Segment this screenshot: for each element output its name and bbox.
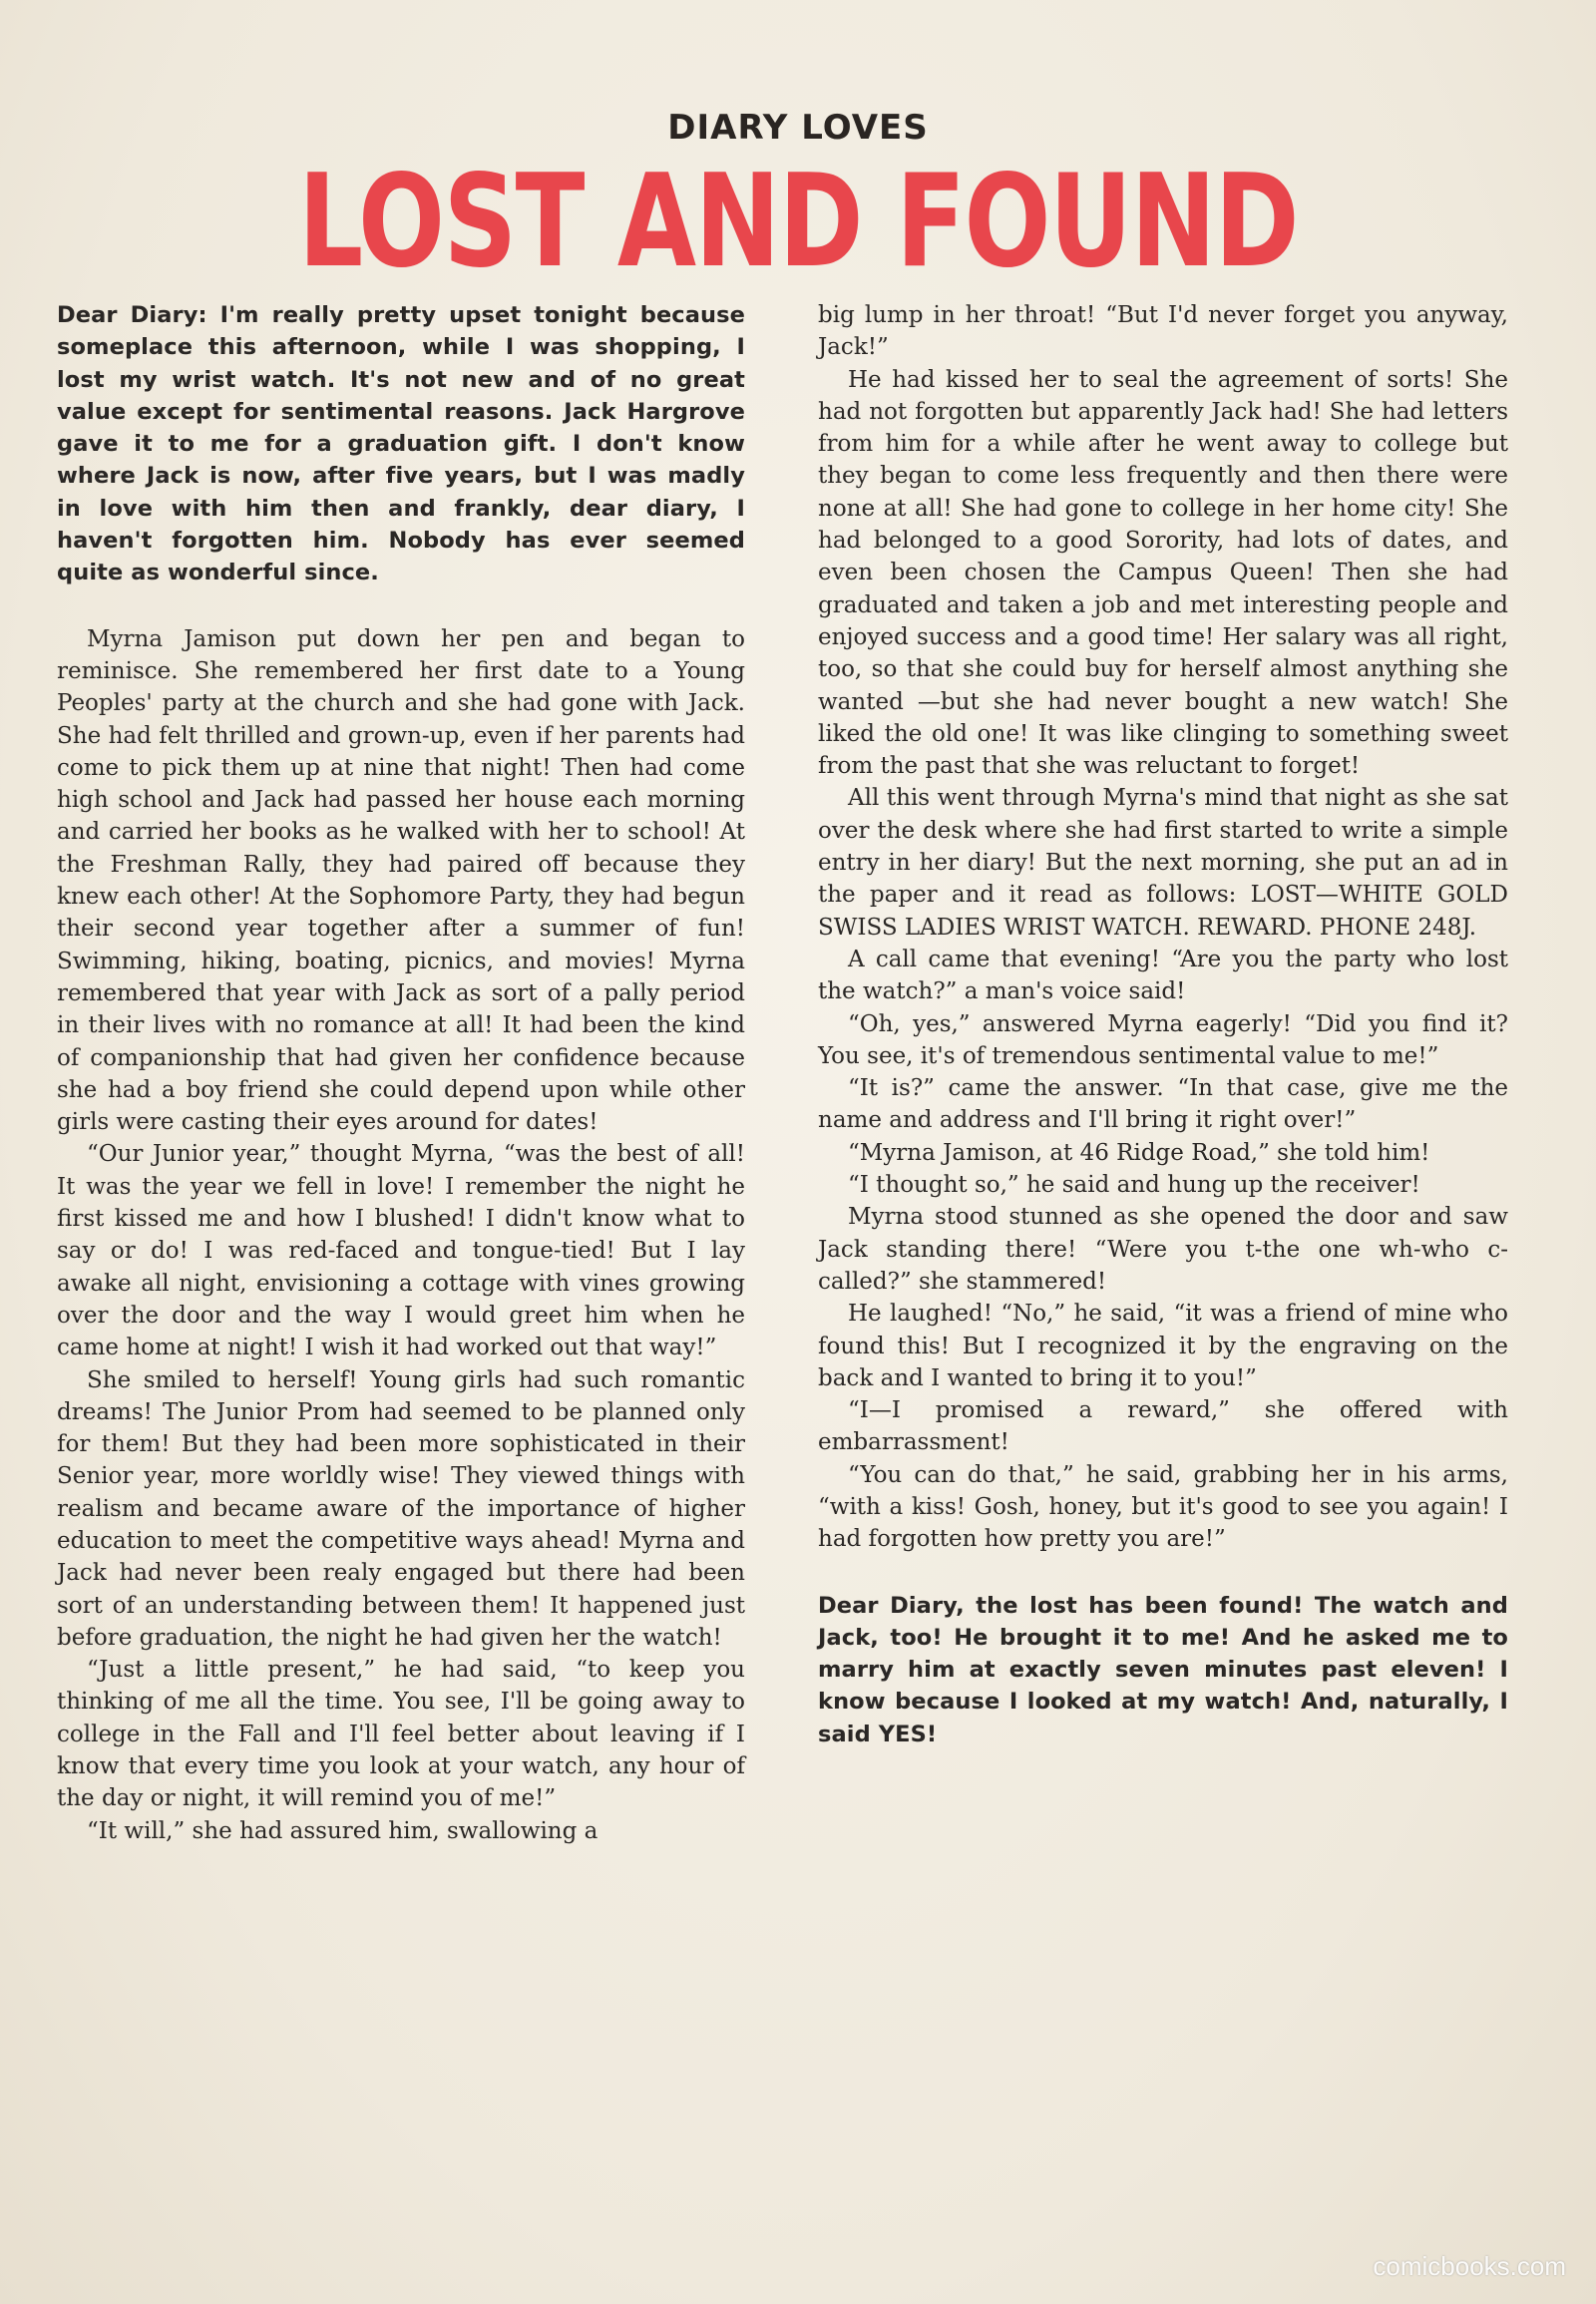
story-paragraph: “Just a little present,” he had said, “to keep you thinking of me all the time. You see, I'll be going away to college in the Fall and I'll feel better about leaving if I know that every time you look at your watch, any hour of the day or night, it will remind you of me!” bbox=[57, 1657, 745, 1812]
story-paragraph: “It is?” came the answer. “In that case, give me the name and address and I'll bring it right over!” bbox=[818, 1075, 1508, 1134]
left-column bbox=[57, 299, 745, 1847]
story-paragraph: A call came that evening! “Are you the party who lost the watch?” a man's voice said! bbox=[818, 946, 1508, 1005]
right-column bbox=[818, 299, 1508, 1750]
story-paragraph: “I—I promised a reward,” she offered with embarrassment! bbox=[818, 1397, 1508, 1456]
story-paragraph: Myrna stood stunned as she opened the door and saw Jack standing there! “Were you t-the one wh-who c-called?” she stammered! bbox=[818, 1204, 1508, 1295]
story-paragraph: All this went through Myrna's mind that night as she sat over the desk where she had first started to write a simple entry in her diary! But the next morning, she put an ad in the paper and it read as follows: LOST—WHITE GOLD SWISS LADIES WRIST WATCH. REWARD. PHONE 248J. bbox=[818, 785, 1508, 941]
story-paragraph: “Our Junior year,” thought Myrna, “was the best of all! It was the year we fell in love! I remember the night he first kissed me and how I blushed! I didn't know what to say or do! I was red-faced and tongue-tied! But I lay awake all night, envisioning a cottage with vines growing over the door and the way I would greet him when he came home at night! I wish it had worked out that way!” bbox=[57, 1141, 745, 1361]
story-paragraph: “I thought so,” he said and hung up the receiver! bbox=[848, 1172, 1420, 1199]
story-paragraph: “You can do that,” he said, grabbing her in his arms, “with a kiss! Gosh, honey, but it's good to see you again! I had forgotten how pretty you are!” bbox=[818, 1461, 1508, 1553]
story-paragraph: big lump in her throat! “But I'd never forget you anyway, Jack!” bbox=[818, 302, 1508, 361]
opening-diary-entry: Dear Diary: I'm really pretty upset tonight because someplace this afternoon, while I was shopping, I lost my wrist watch. It's not new and of no great value except for sentimental reasons. Jack Hargrove gave it to me for a graduation gift. I don't know where Jack is now, after five years, but I was madly in love with him then and frankly, dear diary, I haven't forgotten him. Nobody has ever seemed quite as wonderful since. bbox=[57, 302, 745, 586]
story-paragraph: Myrna Jamison put down her pen and began to reminisce. She remembered her first date to a Young Peoples' party at the church and she had gone with Jack. She had felt thrilled and grown-up, even if her parents had come to pick them up at nine that night! Then had come high school and Jack had passed her house each morning and carried her books as he walked with her to school! At the Freshman Rally, they had paired off because they knew each other! At the Sophomore Party, they had begun their second year together after a summer of fun! Swimming, hiking, boating, picnics, and movies! Myrna remembered that year with Jack as sort of a pally period in their lives with no romance at all! It had been the kind of companionship that had given her confidence because she had a boy friend she could depend upon while other girls were casting their eyes around for dates! bbox=[57, 625, 745, 1136]
series-kicker: DIARY LOVES bbox=[667, 108, 929, 148]
story-paragraph: “It will,” she had assured him, swallowing a bbox=[87, 1817, 598, 1844]
story-paragraph: He laughed! “No,” he said, “it was a friend of mine who found this! But I recognized it by the engraving on the back and I wanted to bring it to you!” bbox=[818, 1301, 1508, 1391]
story-headline: LOST AND FOUND bbox=[298, 148, 1298, 296]
story-paragraph: “Oh, yes,” answered Myrna eagerly! “Did you find it? You see, it's of tremendous sentimental value to me!” bbox=[818, 1010, 1508, 1069]
site-watermark: comicbooks.com bbox=[1373, 2251, 1566, 2281]
closing-diary-entry: Dear Diary, the lost has been found! The watch and Jack, too! He brought it to me! And he asked me to marry him at exactly seven minutes past eleven! I know because I looked at my watch! And, naturally, I said YES! bbox=[818, 1592, 1508, 1747]
story-paragraph: He had kissed her to seal the agreement of sorts! She had not forgotten but apparently Jack had! She had letters from him for a while after he went away to college but they began to come less frequently and then there were none at all! She had gone to college in her home city! She had belonged to a good Sorority, had lots of dates, and even been chosen the Campus Queen! Then she had graduated and taken a job and met interesting people and enjoyed success and a good time! Her salary was all right, too, so that she could buy for herself almost anything she wanted —but she had never bought a new watch! She liked the old one! It was like clinging to something sweet from the past that she was reluctant to forget! bbox=[818, 366, 1508, 780]
story-paragraph: She smiled to herself! Young girls had such romantic dreams! The Junior Prom had seemed to be planned only for them! But they had been more sophisticated in their Senior year, more worldly wise! They viewed things with realism and became aware of the importance of higher education to meet the competitive ways ahead! Myrna and Jack had never been realy engaged but there had been sort of an understanding between them! It happened just before graduation, the night he had given her the watch! bbox=[57, 1366, 745, 1651]
story-paragraph: “Myrna Jamison, at 46 Ridge Road,” she told him! bbox=[848, 1139, 1430, 1166]
